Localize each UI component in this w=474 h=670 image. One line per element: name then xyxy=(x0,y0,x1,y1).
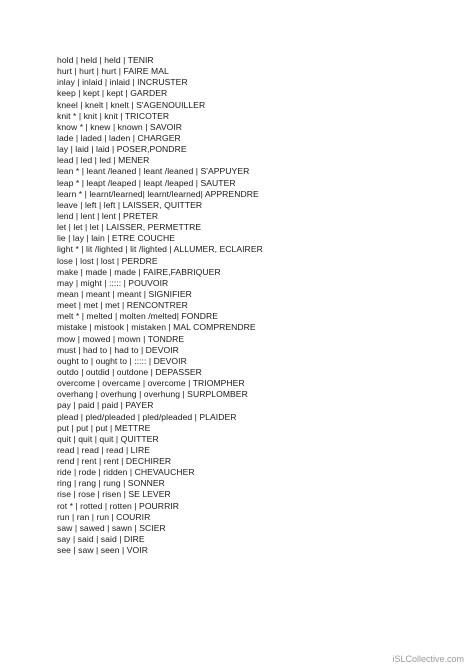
verb-line: mistake | mistook | mistaken | MAL COMPRENDRE xyxy=(57,322,256,333)
verb-line: lay | laid | laid | POSER,PONDRE xyxy=(57,144,187,155)
footer-watermark: iSLCollective.com xyxy=(392,654,464,664)
verb-line: mean | meant | meant | SIGNIFIER xyxy=(57,288,192,299)
verb-line: ring | rang | rung | SONNER xyxy=(57,478,165,489)
verb-line: lie | lay | lain | ETRE COUCHE xyxy=(57,233,176,244)
verb-line: put | put | put | METTRE xyxy=(57,422,151,433)
verb-line: kneel | knelt | knelt | S'AGENOUILLER xyxy=(57,99,206,110)
verb-line: rot * | rotted | rotten | POURRIR xyxy=(57,500,180,511)
verb-line: overcome | overcame | overcome | TRIOMPHER xyxy=(57,378,245,389)
verb-line: lose | lost | lost | PERDRE xyxy=(57,255,158,266)
verb-line: see | saw | seen | VOIR xyxy=(57,545,148,556)
verb-line: hurt | hurt | hurt | FAIRE MAL xyxy=(57,66,169,77)
verb-line: must | had to | had to | DEVOIR xyxy=(57,344,179,355)
verb-line: let | let | let | LAISSER, PERMETTRE xyxy=(57,222,202,233)
verb-line: leap * | leapt /leaped | leapt /leaped | SAUTER xyxy=(57,177,236,188)
verb-line: make | made | made | FAIRE,FABRIQUER xyxy=(57,266,221,277)
verb-line: ought to | ought to | ::::: | DEVOIR xyxy=(57,355,187,366)
verb-line: ride | rode | ridden | CHEVAUCHER xyxy=(57,467,195,478)
verb-line: say | said | said | DIRE xyxy=(57,534,145,545)
verb-line: lean * | leant /leaned | leant /leaned | S'APPUYER xyxy=(57,166,250,177)
verb-line: rise | rose | risen | SE LEVER xyxy=(57,489,171,500)
verb-line: hold | held | held | TENIR xyxy=(57,55,154,65)
verb-line: know * | knew | known | SAVOIR xyxy=(57,121,183,132)
verb-line: learn * | learnt/learned| learnt/learned| APPRENDRE xyxy=(57,188,259,199)
verb-line: read | read | read | LIRE xyxy=(57,444,150,455)
verb-line: mow | mowed | mown | TONDRE xyxy=(57,333,185,344)
verb-line: saw | sawed | sawn | SCIER xyxy=(57,522,166,533)
verb-line: keep | kept | kept | GARDER xyxy=(57,88,168,99)
verb-line: run | ran | run | COURIR xyxy=(57,511,151,522)
verb-line: outdo | outdid | outdone | DEPASSER xyxy=(57,366,202,377)
verb-line: pay | paid | paid | PAYER xyxy=(57,400,154,411)
verb-line: quit | quit | quit | QUITTER xyxy=(57,433,159,444)
verb-line: melt * | melted | molten /melted| FONDRE xyxy=(57,311,219,322)
verb-line: overhang | overhung | overhung | SURPLOMBER xyxy=(57,389,248,400)
verb-line: inlay | inlaid | inlaid | INCRUSTER xyxy=(57,77,188,88)
irregular-verb-list xyxy=(57,55,263,556)
verb-line: rend | rent | rent | DECHIRER xyxy=(57,456,172,467)
verb-line: meet | met | met | RENCONTRER xyxy=(57,300,188,311)
verb-line: leave | left | left | LAISSER, QUITTER xyxy=(57,199,203,210)
verb-line: lend | lent | lent | PRETER xyxy=(57,210,159,221)
verb-line: may | might | ::::: | POUVOIR xyxy=(57,277,169,288)
verb-line: lead | led | led | MENER xyxy=(57,155,150,166)
verb-line: lade | laded | laden | CHARGER xyxy=(57,132,181,143)
verb-line: knit * | knit | knit | TRICOTER xyxy=(57,110,170,121)
verb-line: light * | lit /lighted | lit /lighted | ALLUMER, ECLAIRER xyxy=(57,244,263,255)
verb-line: plead | pled/pleaded | pled/pleaded | PLAIDER xyxy=(57,411,237,422)
